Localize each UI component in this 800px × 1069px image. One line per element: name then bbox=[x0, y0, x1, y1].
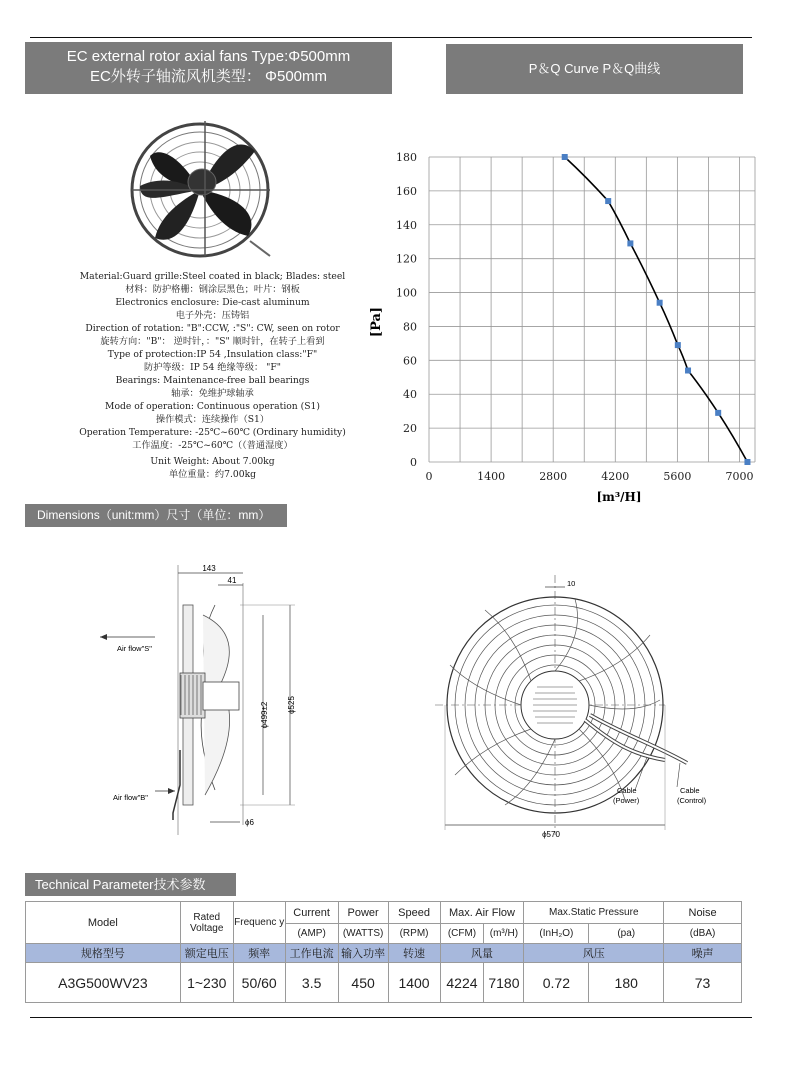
y-tick-label: 60 bbox=[403, 354, 417, 368]
y-tick-label: 80 bbox=[403, 320, 417, 334]
spec-line: Bearings: Maintenance-free ball bearings bbox=[115, 375, 310, 386]
y-tick-label: 180 bbox=[396, 151, 417, 164]
spec-line: Direction of rotation: "B":CCW, :"S": CW, seen on rotor bbox=[85, 323, 340, 334]
spec-line: Type of protection:IP 54 ,Insulation class:"F" bbox=[107, 349, 318, 360]
spec-line: 工作温度：-25℃~60℃（（普通湿度） bbox=[132, 440, 293, 451]
spec-line: 材料：防护格栅：钢涂层黑色；叶片：钢板 bbox=[125, 284, 300, 295]
unit-power: (WATTS) bbox=[338, 924, 388, 944]
title-banner bbox=[25, 42, 392, 94]
cn-voltage: 额定电压 bbox=[180, 944, 233, 963]
unit-cfm: (CFM) bbox=[440, 924, 484, 944]
spec-line: Electronics enclosure: Die-cast aluminum bbox=[115, 297, 310, 308]
header-rated-voltage: Rated Voltage bbox=[180, 902, 233, 944]
cn-noise: 噪声 bbox=[664, 944, 742, 963]
front-view-drawing bbox=[425, 575, 725, 845]
spec-line: Operation Temperature: -25℃~60℃ (Ordinary humidity) bbox=[79, 427, 346, 438]
curve-title-banner: P＆Q Curve P＆Q曲线 bbox=[446, 44, 743, 94]
cell-speed: 1400 bbox=[388, 963, 440, 1003]
header-power: Power bbox=[338, 902, 388, 924]
x-tick-label: 7000 bbox=[725, 470, 754, 483]
spec-line: 旋转方向："B"： 逆时针，："S" 顺时针，在转子上看到 bbox=[100, 336, 325, 347]
spec-line: 轴承：免维护球轴承 bbox=[171, 388, 254, 399]
pq-data-point bbox=[715, 410, 721, 416]
title-en: EC external rotor axial fans Type:Φ500mm bbox=[66, 48, 351, 65]
pq-curve-chart bbox=[360, 140, 770, 510]
table-cn-row bbox=[26, 944, 742, 963]
pq-data-point bbox=[685, 368, 691, 374]
dim-570: ϕ570 bbox=[542, 830, 560, 839]
cn-speed: 转速 bbox=[388, 944, 440, 963]
spec-line: 操作模式：连续操作（S1） bbox=[155, 414, 270, 425]
pq-data-point bbox=[675, 342, 681, 348]
cell-model: A3G500WV23 bbox=[26, 963, 181, 1003]
x-tick-label: 0 bbox=[425, 470, 433, 483]
top-rule bbox=[30, 37, 752, 38]
unit-speed: (RPM) bbox=[388, 924, 440, 944]
x-tick-label: 5600 bbox=[663, 470, 692, 483]
header-noise: Noise bbox=[664, 902, 742, 924]
cell-power: 450 bbox=[338, 963, 388, 1003]
cable-control-label: Cable bbox=[680, 786, 700, 795]
y-tick-label: 160 bbox=[396, 184, 417, 198]
pq-data-point bbox=[744, 459, 750, 465]
cn-model: 规格型号 bbox=[26, 944, 181, 963]
x-tick-label: 2800 bbox=[539, 470, 568, 483]
cable-control-sub: (Control) bbox=[677, 796, 707, 805]
pq-data-point bbox=[627, 240, 633, 246]
pq-data-point bbox=[562, 154, 568, 160]
fan-photo bbox=[120, 116, 280, 264]
cell-m3h: 7180 bbox=[484, 963, 524, 1003]
cable-power-sub: (Power) bbox=[613, 796, 640, 805]
spec-line: Material:Guard grille:Steel coated in black; Blades: steel bbox=[79, 271, 346, 282]
header-airflow: Max. Air Flow bbox=[440, 902, 524, 924]
spec-line: 防护等级：IP 54 绝缘等级： "F" bbox=[144, 362, 281, 373]
cell-voltage: 1~230 bbox=[180, 963, 233, 1003]
pq-data-point bbox=[605, 198, 611, 204]
y-tick-label: 120 bbox=[396, 252, 417, 266]
header-current: Current bbox=[285, 902, 338, 924]
table-header-row bbox=[26, 902, 742, 924]
tech-parameter-table bbox=[25, 901, 742, 1003]
dim-143: 143 bbox=[202, 564, 216, 573]
spec-line: Unit Weight: About 7.00kg bbox=[150, 456, 275, 467]
cell-current: 3.5 bbox=[285, 963, 338, 1003]
chart-grid bbox=[429, 157, 755, 462]
cable-power-label: Cable bbox=[617, 786, 637, 795]
title-cn: EC外转子轴流风机类型： Φ500mm bbox=[90, 68, 327, 85]
cn-power: 输入功率 bbox=[338, 944, 388, 963]
cell-pa: 180 bbox=[589, 963, 664, 1003]
y-axis-label: [Pa] bbox=[369, 306, 384, 338]
cell-inh2o: 0.72 bbox=[524, 963, 589, 1003]
airflow-s-label: Air flow"S" bbox=[117, 644, 152, 653]
spec-list bbox=[40, 270, 385, 481]
header-model: Model bbox=[26, 902, 181, 944]
cell-noise: 73 bbox=[664, 963, 742, 1003]
header-frequency: Frequenc y bbox=[233, 902, 285, 944]
spec-line: Mode of operation: Continuous operation (S1) bbox=[105, 401, 320, 412]
chart-ticks bbox=[396, 151, 753, 483]
spec-line: 单位重量：约7.00kg bbox=[168, 469, 257, 480]
dim-499: ϕ499±2 bbox=[260, 701, 269, 729]
x-tick-label: 4200 bbox=[601, 470, 630, 483]
unit-current: (AMP) bbox=[285, 924, 338, 944]
y-tick-label: 0 bbox=[410, 456, 417, 469]
cn-airflow: 风量 bbox=[440, 944, 524, 963]
y-tick-label: 20 bbox=[403, 422, 417, 436]
unit-pa: (pa) bbox=[589, 924, 664, 944]
cell-frequency: 50/60 bbox=[233, 963, 285, 1003]
x-axis-label: [m³/H] bbox=[596, 490, 642, 504]
dim-6: ϕ6 bbox=[245, 818, 254, 827]
y-tick-label: 100 bbox=[396, 286, 417, 300]
dim-525: ϕ525 bbox=[287, 696, 296, 714]
bottom-rule bbox=[30, 1017, 752, 1018]
dim-10: 10 bbox=[567, 579, 576, 588]
cn-pressure: 风压 bbox=[524, 944, 664, 963]
cn-frequency: 频率 bbox=[233, 944, 285, 963]
unit-dba: (dBA) bbox=[664, 924, 742, 944]
unit-inh2o: (InH₂O) bbox=[524, 924, 589, 944]
side-view-drawing bbox=[95, 555, 330, 845]
spec-line: 电子外壳：压铸铝 bbox=[175, 310, 250, 321]
header-pressure: Max.Static Pressure bbox=[524, 902, 664, 924]
x-tick-label: 1400 bbox=[477, 470, 506, 483]
pq-series-line bbox=[565, 157, 748, 462]
header-speed: Speed bbox=[388, 902, 440, 924]
unit-m3h: (m³/H) bbox=[484, 924, 524, 944]
y-tick-label: 40 bbox=[403, 388, 417, 402]
dimensions-title-banner: Dimensions（unit:mm）尺寸（单位：mm） bbox=[25, 504, 287, 527]
airflow-b-label: Air flow"B" bbox=[113, 793, 148, 802]
table-row bbox=[26, 963, 742, 1003]
y-tick-label: 140 bbox=[396, 218, 417, 232]
cell-cfm: 4224 bbox=[440, 963, 484, 1003]
tech-title-banner: Technical Parameter技术参数 bbox=[25, 873, 236, 896]
pq-data-point bbox=[657, 300, 663, 306]
dim-41: 41 bbox=[227, 576, 237, 585]
cn-current: 工作电流 bbox=[285, 944, 338, 963]
